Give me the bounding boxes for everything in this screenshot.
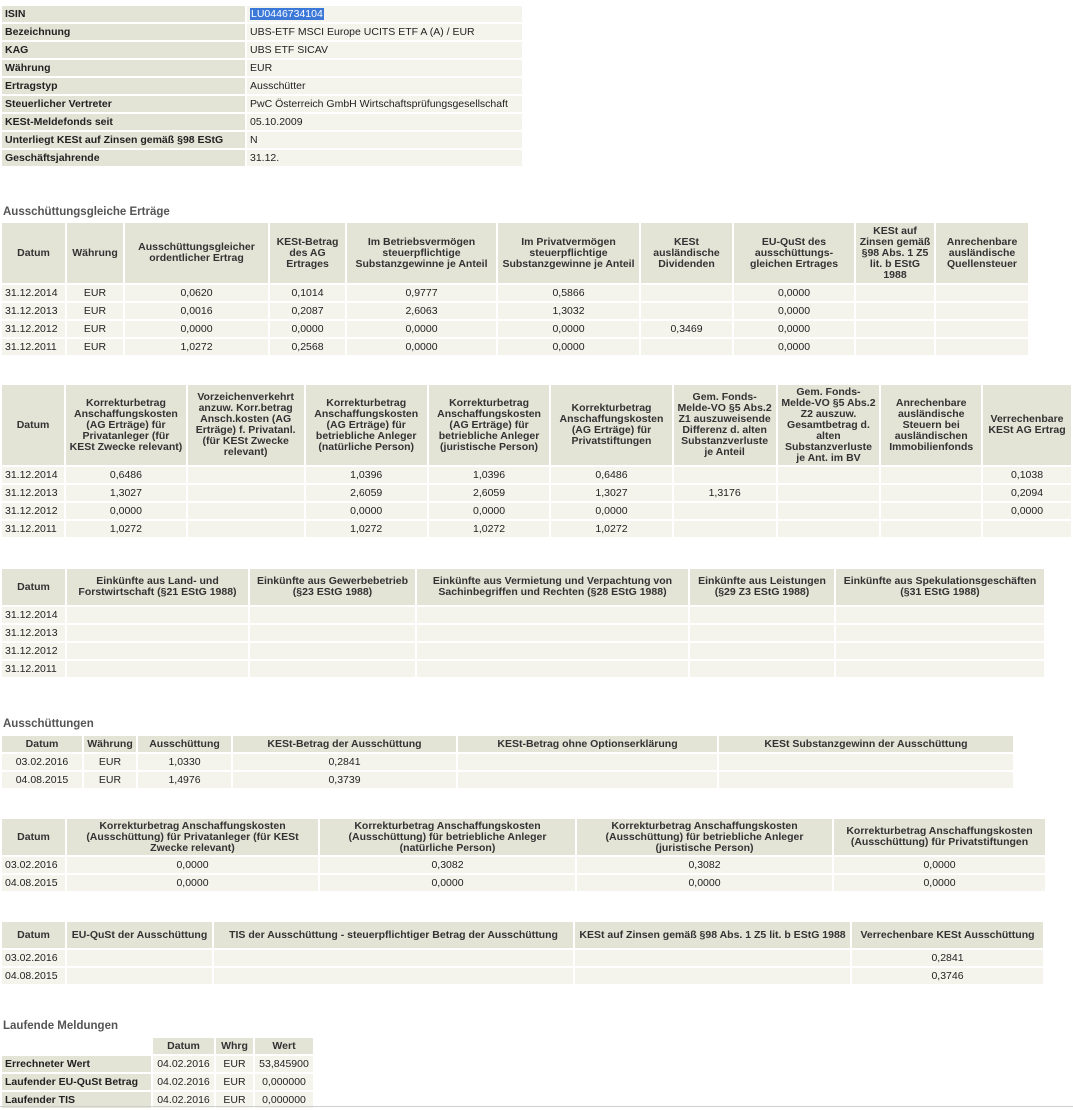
table-row: [2, 321, 1028, 337]
table-cell: 0,2094: [983, 485, 1071, 501]
info-label: Bezeichnung: [2, 24, 245, 40]
table-cell: [67, 950, 212, 966]
table-cell: 1,0272: [306, 521, 427, 537]
column-header: Korrekturbetrag Anschaffungskosten (Ausschüttung) für Privatanleger (für KESt Zwecke relevant): [67, 819, 318, 855]
info-value: EUR: [247, 60, 522, 76]
info-label: ISIN: [2, 6, 245, 22]
table-cell: [674, 503, 776, 519]
column-header: Einkünfte aus Leistungen (§29 Z3 EStG 1988): [690, 569, 834, 605]
table-cell: EUR: [216, 1092, 253, 1108]
table-cell: EUR: [84, 754, 136, 770]
table-cell: [458, 754, 717, 770]
table-cell: [983, 521, 1071, 537]
table-row: [2, 303, 1028, 319]
table-cell: [188, 503, 304, 519]
row-label-cell: 31.12.2013: [2, 303, 65, 319]
row-label-cell: 31.12.2012: [2, 503, 64, 519]
table-cell: [778, 467, 880, 483]
column-header: Korrekturbetrag Anschaffungskosten (AG Erträge) für Privatanleger (für KESt Zwecke relevant): [66, 385, 186, 465]
table-cell: [690, 625, 834, 641]
table-cell: [690, 661, 834, 677]
column-header: Datum: [153, 1038, 214, 1054]
column-header: Anrechenbare ausländische Quellensteuer: [936, 223, 1028, 283]
table-row: [2, 857, 1045, 873]
einkuenfte-table: [0, 567, 1046, 679]
table-cell: [641, 339, 732, 355]
column-header: Korrekturbetrag Anschaffungskosten (Ausschüttung) für betriebliche Anleger (juristische Person): [577, 819, 832, 855]
table-cell: [188, 485, 304, 501]
table-cell: 0,2841: [852, 950, 1043, 966]
column-header: Datum: [2, 569, 65, 605]
column-header: Datum: [2, 223, 65, 283]
ausschuettungen-table: [0, 734, 1015, 790]
column-header: KESt ausländische Dividenden: [641, 223, 732, 283]
table-cell: [67, 607, 248, 623]
column-header: Währung: [84, 736, 136, 752]
row-label-cell: 03.02.2016: [2, 754, 82, 770]
row-label-cell: Laufender TIS: [2, 1092, 151, 1108]
table-cell: EUR: [216, 1056, 253, 1072]
column-header: Einkünfte aus Spekulationsgeschäften (§31 EStG 1988): [836, 569, 1044, 605]
table-row: [2, 772, 1013, 788]
row-label-cell: 04.08.2015: [2, 968, 65, 984]
table-cell: 1,0330: [138, 754, 231, 770]
table-cell: [188, 467, 304, 483]
info-label: Währung: [2, 60, 245, 76]
column-header: KESt Substanzgewinn der Ausschüttung: [719, 736, 1013, 752]
table-cell: [417, 607, 688, 623]
row-label-cell: 31.12.2011: [2, 339, 65, 355]
table-cell: [674, 467, 776, 483]
table-cell: [856, 339, 934, 355]
table-cell: 0,0000: [983, 503, 1071, 519]
column-header: Wert: [255, 1038, 313, 1054]
table-cell: 1,0272: [429, 521, 549, 537]
table-row: [2, 1056, 313, 1072]
column-header: Korrekturbetrag Anschaffungskosten (AG Erträge) für Privatstiftungen: [551, 385, 671, 465]
table-cell: 0,6486: [66, 467, 186, 483]
info-value: Ausschütter: [247, 78, 522, 94]
section-title-ausschuettungsgleiche: Ausschüttungsgleiche Erträge: [3, 206, 170, 218]
table-cell: [67, 625, 248, 641]
info-row: [2, 150, 522, 166]
table-cell: 1,4976: [138, 772, 231, 788]
table-cell: [856, 285, 934, 301]
table-cell: 0,0016: [125, 303, 268, 319]
column-header: Einkünfte aus Land- und Forstwirtschaft (§21 EStG 1988): [67, 569, 248, 605]
info-label: KAG: [2, 42, 245, 58]
row-label-cell: 31.12.2014: [2, 285, 65, 301]
table-cell: 1,0272: [66, 521, 186, 537]
table-cell: 0,1014: [270, 285, 345, 301]
column-header: Vorzeichenverkehrt anzuw. Korr.betrag Ansch.kosten (AG Erträge) f. Privatanl. (für KESt Zwecke relevant): [188, 385, 304, 465]
table-cell: 0,2087: [270, 303, 345, 319]
table-cell: [936, 321, 1028, 337]
table-cell: 0,3469: [641, 321, 732, 337]
table-cell: EUR: [84, 772, 136, 788]
table-cell: 2,6063: [347, 303, 496, 319]
table-cell: 1,3027: [66, 485, 186, 501]
table-cell: 04.02.2016: [153, 1056, 214, 1072]
row-label-cell: Laufender EU-QuSt Betrag: [2, 1074, 151, 1090]
info-row: [2, 6, 522, 22]
row-label-cell: 04.08.2015: [2, 772, 82, 788]
column-header: Anrechenbare ausländische Steuern bei ausländischen Immobilienfonds: [881, 385, 981, 465]
info-row: [2, 96, 522, 112]
column-header: Korrekturbetrag Anschaffungskosten (AG Erträge) für betriebliche Anleger (juristische Person): [429, 385, 549, 465]
table-cell: 0,0000: [734, 339, 854, 355]
table-row: [2, 607, 1044, 623]
info-value: 31.12.: [247, 150, 522, 166]
table-cell: [67, 661, 248, 677]
table-cell: [936, 303, 1028, 319]
table-row: [2, 485, 1071, 501]
column-header: Im Betriebsvermögen steuerpflichtige Substanzgewinne je Anteil: [347, 223, 496, 283]
info-label: KESt-Meldefonds seit: [2, 114, 245, 130]
table-row: [2, 968, 1043, 984]
row-label-cell: 03.02.2016: [2, 857, 65, 873]
table-cell: [417, 661, 688, 677]
table-cell: [214, 968, 573, 984]
table-cell: 1,0272: [551, 521, 671, 537]
table-row: [2, 503, 1071, 519]
table-cell: [936, 339, 1028, 355]
table-row: [2, 643, 1044, 659]
table-cell: 0,3739: [233, 772, 456, 788]
table-cell: [836, 625, 1044, 641]
section-title-laufende: Laufende Meldungen: [3, 1020, 118, 1032]
column-header: TIS der Ausschüttung - steuerpflichtiger Betrag der Ausschüttung: [214, 922, 573, 948]
table-cell: [250, 643, 415, 659]
table-row: [2, 661, 1044, 677]
column-header: Gem. Fonds-Melde-VO §5 Abs.2 Z1 auszuweisende Differenz d. alten Substanzverluste je Anteil: [674, 385, 776, 465]
table-cell: [690, 607, 834, 623]
info-row: [2, 114, 522, 130]
row-label-cell: 31.12.2011: [2, 521, 64, 537]
table-cell: EUR: [67, 339, 123, 355]
fund-info-table: [0, 4, 524, 168]
info-value: UBS ETF SICAV: [247, 42, 522, 58]
table-cell: 53,845900: [255, 1056, 313, 1072]
table-cell: 0,2568: [270, 339, 345, 355]
table-cell: 0,0000: [734, 285, 854, 301]
table-row: [2, 950, 1043, 966]
column-header: Datum: [2, 922, 65, 948]
table-cell: [250, 607, 415, 623]
info-label: Unterliegt KESt auf Zinsen gemäß §98 EStG: [2, 132, 245, 148]
table-cell: 0,6486: [551, 467, 671, 483]
table-cell: EUR: [216, 1074, 253, 1090]
table-cell: [67, 643, 248, 659]
column-header: Verrechenbare KESt Ausschüttung: [852, 922, 1043, 948]
info-row: [2, 60, 522, 76]
table-cell: [188, 521, 304, 537]
info-value: UBS-ETF MSCI Europe UCITS ETF A (A) / EUR: [247, 24, 522, 40]
table-cell: 0,000000: [255, 1074, 313, 1090]
column-header: Datum: [2, 819, 65, 855]
bottom-divider: [0, 1106, 1073, 1107]
row-label-cell: 31.12.2014: [2, 467, 64, 483]
table-cell: EUR: [67, 321, 123, 337]
table-cell: [881, 503, 981, 519]
column-header: Einkünfte aus Gewerbebetrieb (§23 EStG 1988): [250, 569, 415, 605]
table-cell: [856, 303, 934, 319]
table-cell: [778, 485, 880, 501]
row-label-cell: 04.08.2015: [2, 875, 65, 891]
row-label-cell: 31.12.2013: [2, 625, 65, 641]
info-label: Geschäftsjahrende: [2, 150, 245, 166]
table-cell: [674, 521, 776, 537]
column-header: KESt auf Zinsen gemäß §98 Abs. 1 Z5 lit. b EStG 1988: [856, 223, 934, 283]
table-cell: 1,3176: [674, 485, 776, 501]
table-cell: 0,0000: [551, 503, 671, 519]
table-cell: 0,0000: [734, 321, 854, 337]
table-cell: 0,0000: [320, 875, 575, 891]
table-row: [2, 875, 1045, 891]
info-value: N: [247, 132, 522, 148]
table-row: [2, 467, 1071, 483]
table-cell: 0,0620: [125, 285, 268, 301]
table-cell: [575, 950, 850, 966]
table-cell: 0,2841: [233, 754, 456, 770]
table-cell: 0,0000: [306, 503, 427, 519]
table-cell: 0,0000: [347, 339, 496, 355]
table-cell: [881, 521, 981, 537]
column-header: Korrekturbetrag Anschaffungskosten (Ausschüttung) für betriebliche Anleger (natürliche Person): [320, 819, 575, 855]
table-cell: 0,0000: [347, 321, 496, 337]
table-cell: [417, 625, 688, 641]
table-cell: EUR: [67, 285, 123, 301]
table-cell: [641, 285, 732, 301]
table-cell: [778, 503, 880, 519]
korrekturbetrag-table: [0, 383, 1073, 539]
info-label: Steuerlicher Vertreter: [2, 96, 245, 112]
table-row: [2, 285, 1028, 301]
table-cell: [250, 661, 415, 677]
laufende-meldungen-table: [0, 1036, 315, 1110]
table-cell: 0,0000: [66, 503, 186, 519]
info-row: [2, 42, 522, 58]
table-row: [2, 625, 1044, 641]
table-cell: [67, 968, 212, 984]
section-title-ausschuettungen: Ausschüttungen: [3, 718, 94, 730]
table-cell: 0,9777: [347, 285, 496, 301]
column-header: KESt-Betrag ohne Optionserklärung: [458, 736, 717, 752]
info-row: [2, 78, 522, 94]
row-label-cell: Errechneter Wert: [2, 1056, 151, 1072]
column-header: Gem. Fonds-Melde-VO §5 Abs.2 Z2 auszuw. Gesamtbetrag d. alten Substanzverluste je Ant. im BV: [778, 385, 880, 465]
table-row: [2, 521, 1071, 537]
table-cell: 0,0000: [125, 321, 268, 337]
ausschuettungsgleiche-table: [0, 221, 1030, 357]
table-cell: 0,3082: [577, 857, 832, 873]
column-header: Ausschüttungsgleicher ordentlicher Ertrag: [125, 223, 268, 283]
table-cell: 0,1038: [983, 467, 1071, 483]
table-cell: EUR: [67, 303, 123, 319]
table-cell: 1,0272: [125, 339, 268, 355]
table-cell: 0,3082: [320, 857, 575, 873]
table-cell: 0,000000: [255, 1092, 313, 1108]
table-cell: 1,3027: [551, 485, 671, 501]
column-header: KESt-Betrag des AG Ertrages: [270, 223, 345, 283]
table-row: [2, 1074, 313, 1090]
row-label-cell: 31.12.2014: [2, 607, 65, 623]
table-cell: [778, 521, 880, 537]
column-header: KESt auf Zinsen gemäß §98 Abs. 1 Z5 lit. b EStG 1988: [575, 922, 850, 948]
table-cell: 0,0000: [577, 875, 832, 891]
table-cell: [250, 625, 415, 641]
table-cell: [214, 950, 573, 966]
table-cell: 0,5866: [498, 285, 639, 301]
column-header: Währung: [67, 223, 123, 283]
row-label-cell: 31.12.2012: [2, 643, 65, 659]
row-label-cell: 31.12.2013: [2, 485, 64, 501]
table-cell: 0,3746: [852, 968, 1043, 984]
row-label-cell: 31.12.2011: [2, 661, 65, 677]
table-cell: [575, 968, 850, 984]
table-cell: [836, 607, 1044, 623]
table-cell: 04.02.2016: [153, 1092, 214, 1108]
table-cell: [719, 772, 1013, 788]
column-header: Korrekturbetrag Anschaffungskosten (AG Erträge) für betriebliche Anleger (natürliche Person): [306, 385, 427, 465]
table-row: [2, 339, 1028, 355]
table-cell: [417, 643, 688, 659]
table-cell: 1,0396: [429, 467, 549, 483]
table-cell: 0,0000: [498, 339, 639, 355]
table-cell: 1,3032: [498, 303, 639, 319]
column-header: Einkünfte aus Vermietung und Verpachtung von Sachinbegriffen und Rechten (§28 EStG 1988): [417, 569, 688, 605]
column-header: Korrekturbetrag Anschaffungskosten (Ausschüttung) für Privatstiftungen: [834, 819, 1045, 855]
table-cell: 0,0000: [834, 857, 1045, 873]
isin-selected-text[interactable]: LU0446734104: [251, 8, 323, 20]
column-header: KESt-Betrag der Ausschüttung: [233, 736, 456, 752]
info-value: 05.10.2009: [247, 114, 522, 130]
info-value[interactable]: [247, 6, 522, 22]
table-cell: [881, 485, 981, 501]
column-header: Verrechenbare KESt AG Ertrag: [983, 385, 1071, 465]
table-cell: 0,0000: [270, 321, 345, 337]
column-header: Whrg: [216, 1038, 253, 1054]
column-header: EU-QuSt des ausschüttungs-gleichen Ertrages: [734, 223, 854, 283]
table-cell: 2,6059: [429, 485, 549, 501]
table-cell: [719, 754, 1013, 770]
table-cell: [856, 321, 934, 337]
korrektur-ausschuettung-table: [0, 817, 1047, 893]
table-cell: [881, 467, 981, 483]
table-cell: 04.02.2016: [153, 1074, 214, 1090]
table-cell: 0,0000: [429, 503, 549, 519]
table-row: [2, 754, 1013, 770]
table-cell: 2,6059: [306, 485, 427, 501]
table-cell: 0,0000: [834, 875, 1045, 891]
table-cell: 0,0000: [67, 875, 318, 891]
table-cell: 0,0000: [498, 321, 639, 337]
column-header: EU-QuSt der Ausschüttung: [67, 922, 212, 948]
table-cell: [690, 643, 834, 659]
column-header: Datum: [2, 736, 82, 752]
row-label-cell: 03.02.2016: [2, 950, 65, 966]
table-cell: 0,0000: [734, 303, 854, 319]
info-row: [2, 24, 522, 40]
info-label: Ertragstyp: [2, 78, 245, 94]
table-cell: [836, 661, 1044, 677]
column-header: Datum: [2, 385, 64, 465]
table-cell: [458, 772, 717, 788]
eu-qust-ausschuettung-table: [0, 920, 1045, 986]
info-value: PwC Österreich GmbH Wirtschaftsprüfungsgesellschaft: [247, 96, 522, 112]
table-cell: 0,0000: [67, 857, 318, 873]
row-label-cell: 31.12.2012: [2, 321, 65, 337]
table-cell: [641, 303, 732, 319]
table-cell: [936, 285, 1028, 301]
info-row: [2, 132, 522, 148]
table-cell: [836, 643, 1044, 659]
table-cell: 1,0396: [306, 467, 427, 483]
column-header: Ausschüttung: [138, 736, 231, 752]
column-header: [2, 1038, 151, 1054]
column-header: Im Privatvermögen steuerpflichtige Substanzgewinne je Anteil: [498, 223, 639, 283]
